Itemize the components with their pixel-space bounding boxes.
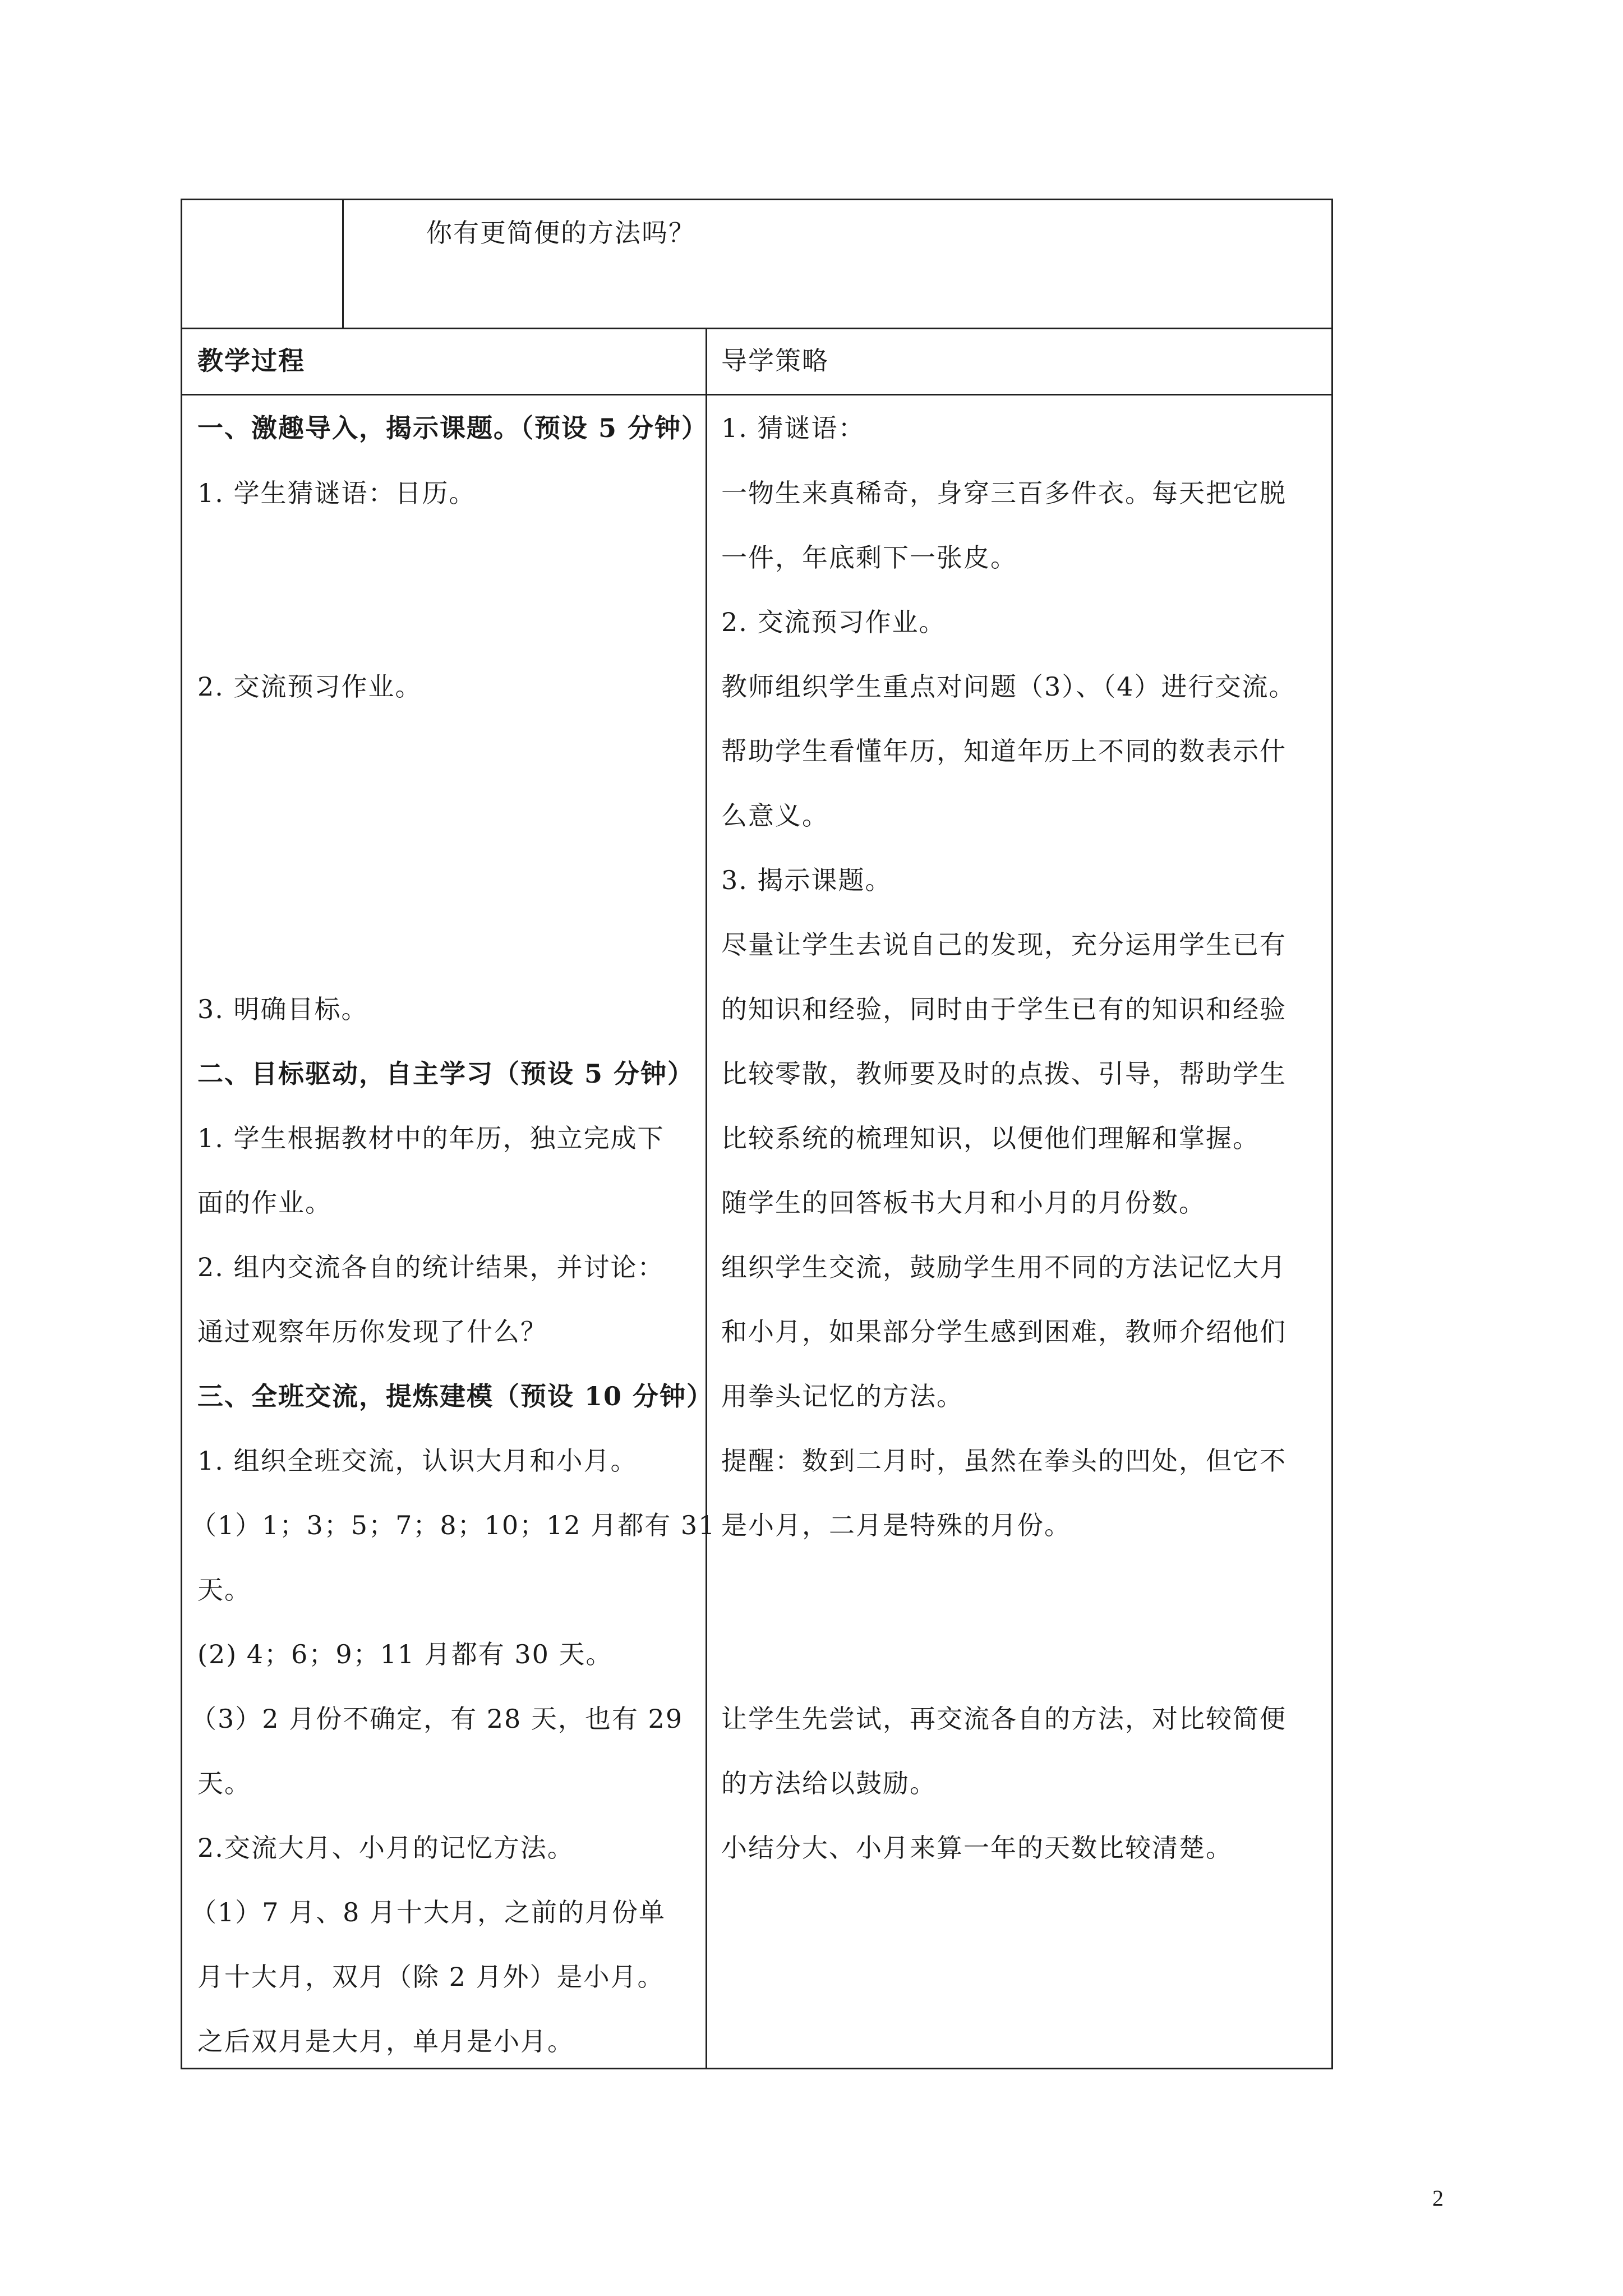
left-line: 1. 学生猜谜语：日历。: [197, 478, 476, 508]
right-line: 提醒：数到二月时，虽然在拳头的凹处，但它不: [721, 1446, 1287, 1476]
left-line: 2. 交流预习作业。: [197, 671, 422, 702]
right-line: 的知识和经验，同时由于学生已有的知识和经验: [721, 994, 1287, 1024]
left-line: 之后双月是大月，单月是小月。: [197, 2026, 574, 2056]
right-line: 和小月，如果部分学生感到困难，教师介绍他们: [721, 1317, 1287, 1347]
page-number: 2: [1432, 2185, 1444, 2211]
left-line: (2) 4；6；9；11 月都有 30 天。: [197, 1639, 613, 1669]
right-line: 教师组织学生重点对问题（3）、（4）进行交流。: [721, 671, 1296, 702]
left-line: 2.交流大月、小月的记忆方法。: [197, 1833, 574, 1863]
right-line: 尽量让学生去说自己的发现，充分运用学生已有: [721, 930, 1287, 960]
section-heading-3: 三、全班交流，提炼建模（预设 10 分钟）: [197, 1381, 714, 1411]
right-line: 3. 揭示课题。: [721, 865, 892, 895]
left-line: 3. 明确目标。: [197, 994, 368, 1024]
left-line: 天。: [197, 1768, 251, 1798]
right-line: 么意义。: [721, 800, 829, 831]
right-line: 随学生的回答板书大月和小月的月份数。: [721, 1188, 1206, 1218]
right-line: 是小月，二月是特殊的月份。: [721, 1510, 1071, 1540]
right-line: 一物生来真稀奇，身穿三百多件衣。每天把它脱: [721, 478, 1287, 508]
left-line: （1）7 月、8 月十大月，之前的月份单: [191, 1897, 666, 1927]
right-line: 1. 猜谜语：: [721, 413, 865, 443]
header-guidance-strategy: 导学策略: [721, 346, 829, 376]
right-line: 用拳头记忆的方法。: [721, 1381, 963, 1411]
right-line: 组织学生交流，鼓励学生用不同的方法记忆大月: [721, 1252, 1287, 1282]
left-line: 天。: [197, 1575, 251, 1605]
left-line: （3）2 月份不确定，有 28 天，也有 29: [191, 1704, 684, 1734]
right-line: 的方法给以鼓励。: [721, 1768, 937, 1798]
right-line: 小结分大、小月来算一年的天数比较清楚。: [721, 1833, 1233, 1863]
left-line: 1. 学生根据教材中的年历，独立完成下: [197, 1123, 665, 1153]
left-line: 月十大月，双月（除 2 月外）是小月。: [197, 1962, 665, 1992]
section-heading-1: 一、激趣导入，揭示课题。（预设 5 分钟）: [197, 413, 709, 443]
column-divider: [706, 328, 707, 2069]
right-line: 一件，年底剩下一张皮。: [721, 542, 1017, 573]
right-line: 让学生先尝试，再交流各自的方法，对比较简便: [721, 1704, 1287, 1734]
header-teaching-process: 教学过程: [197, 346, 305, 376]
top-row-divider: [342, 199, 344, 328]
right-line: 比较零散，教师要及时的点拨、引导，帮助学生: [721, 1059, 1287, 1089]
question-text: 你有更简便的方法吗？: [426, 218, 695, 248]
right-line: 2. 交流预习作业。: [721, 607, 946, 637]
left-line: （1）1；3；5；7；8；10；12 月都有 31: [191, 1510, 716, 1540]
header-row-bottom-border: [181, 394, 1333, 395]
left-line: 2. 组内交流各自的统计结果，并讨论：: [197, 1252, 665, 1282]
right-line: 比较系统的梳理知识，以便他们理解和掌握。: [721, 1123, 1260, 1153]
right-line: 帮助学生看懂年历，知道年历上不同的数表示什: [721, 736, 1287, 766]
left-line: 1. 组织全班交流，认识大月和小月。: [197, 1446, 638, 1476]
top-row-bottom-border: [181, 328, 1333, 329]
section-heading-2: 二、目标驱动，自主学习（预设 5 分钟）: [197, 1059, 695, 1089]
left-line: 通过观察年历你发现了什么？: [197, 1317, 547, 1347]
left-line: 面的作业。: [197, 1188, 332, 1218]
